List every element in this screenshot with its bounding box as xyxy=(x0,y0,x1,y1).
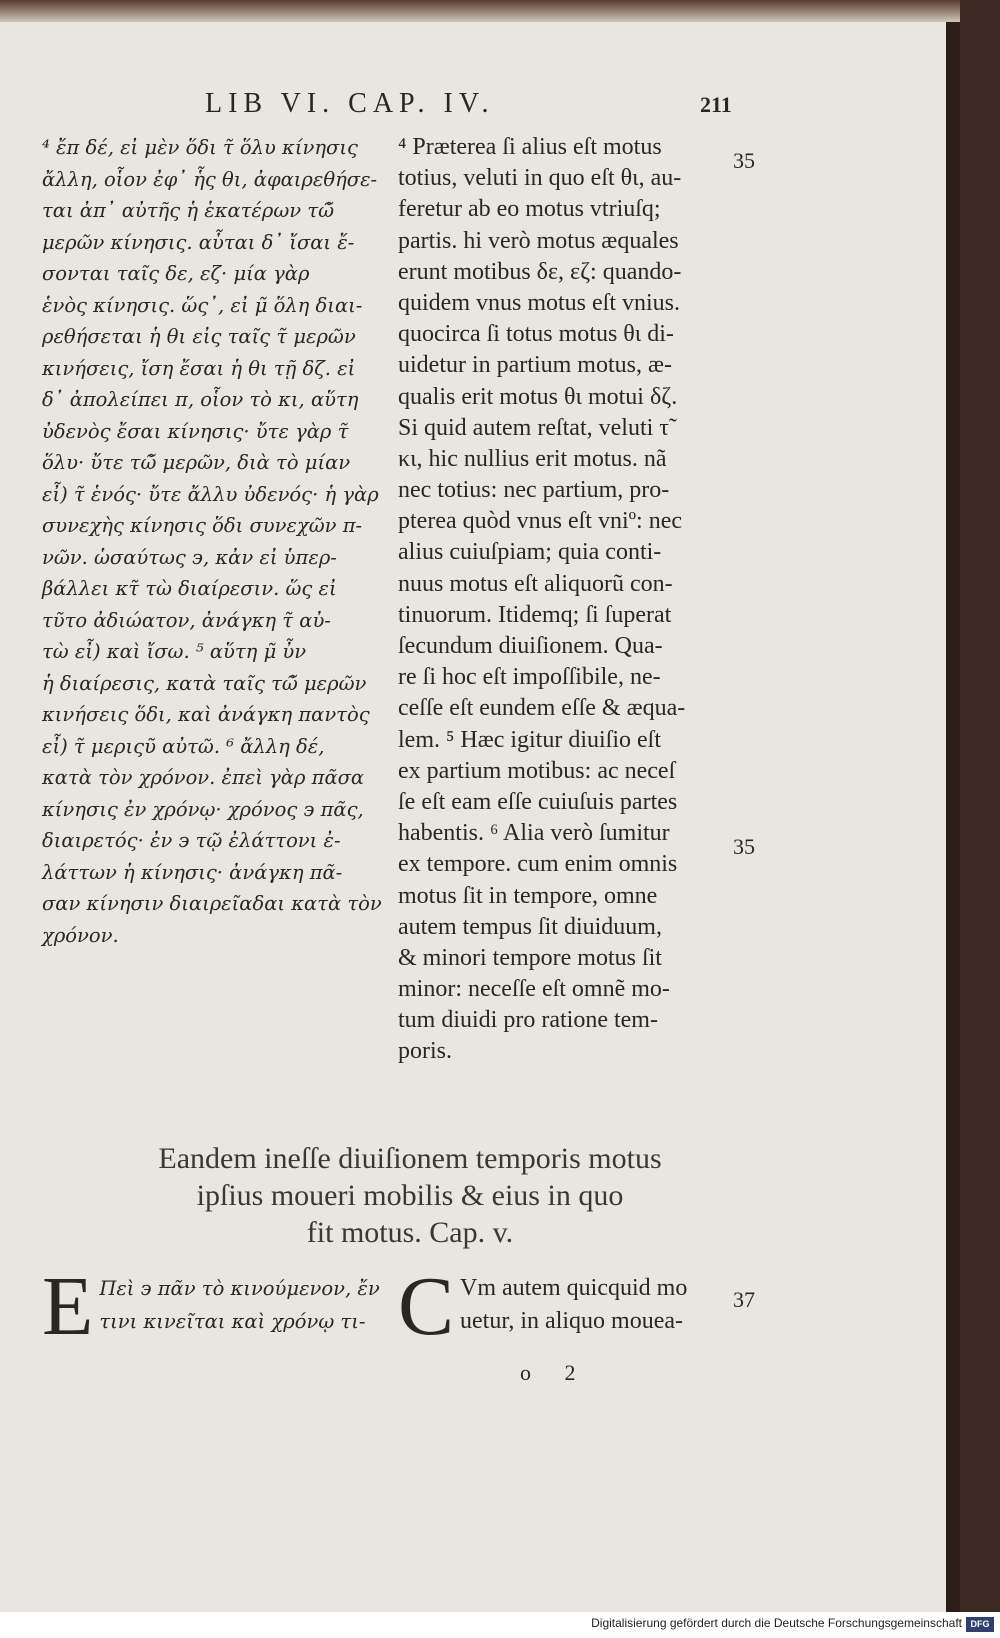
drop-initial: C xyxy=(398,1260,455,1353)
chapter-heading-line: ipſius moueri mobilis & eius in quo xyxy=(196,1179,624,1212)
greek-text-column xyxy=(42,132,382,951)
text-line: τὼ εἶ) καὶ ἴσω. ⁵ αὕτη μ̃ ὖν xyxy=(42,640,307,663)
text-line: κινήσεις, ἴση ἔσαι ἡ θι τῇ δζ. εἰ xyxy=(42,356,356,380)
text-line: ſecundum diuiſionem. Qua- xyxy=(398,633,663,659)
chapter-heading xyxy=(60,1140,760,1251)
chapter-heading-line: Eandem ineſſe diuiſionem temporis motus xyxy=(158,1142,662,1175)
chapter-heading-line: fit motus. Cap. v. xyxy=(306,1216,514,1249)
text-line: μερῶν κίνησις. αὗται δ᾽ ἴσαι ἔ- xyxy=(42,230,355,254)
text-line: nec totius: nec partium, pro- xyxy=(398,477,670,504)
folio-number: 211 xyxy=(700,92,732,117)
text-line: ἑνὸς κίνησις. ὥς᾽, εἰ μ̃ ὅλη διαι- xyxy=(42,293,363,317)
text-line: uidetur in partium motus, æ- xyxy=(398,352,672,379)
text-line: χρόνον. xyxy=(42,923,119,947)
text-line: quocirca ſi totus motus θι di- xyxy=(398,321,674,348)
text-line: ⁴ ἔπ δέ, εἰ μὲν ὅδι τ̃ ὅλυ κίνησις xyxy=(42,136,358,159)
page-header xyxy=(0,88,940,128)
text-line: κι, hic nullius erit motus. nã xyxy=(398,445,667,472)
text-line: ex tempore. cum enim omnis xyxy=(398,851,678,878)
text-line: λάττων ἡ κίνησις· ἀνάγκη πᾶ- xyxy=(42,860,343,884)
running-head: LIB VI. CAP. IV. xyxy=(205,88,495,119)
footer-credit: Digitalisierung gefördert durch die Deutsche Forschungsgemeinschaft xyxy=(591,1616,962,1630)
text-line: εἶ) τ̃ ἑνός· ὔτε ἄλλυ ὐδενός· ἡ γὰρ xyxy=(42,482,379,506)
greek-start-line: Πεὶ ϶ πᾶν τὸ κινούμενον, ἔν xyxy=(99,1277,380,1300)
greek-chapter-start xyxy=(42,1260,382,1353)
text-line: συνεχὴς κίνησις ὅδι συνεχῶν π- xyxy=(42,514,363,537)
text-line: ceſſe eſt eundem eſſe & æqua- xyxy=(398,695,686,722)
text-line: & minori tempore motus ſit xyxy=(398,944,662,971)
text-line: ρεθήσεται ἡ θι εἰς ταῖς τ̃ μερῶν xyxy=(42,325,356,348)
text-line: νῶν. ὡσαύτως ϶, κἀν εἰ ὑπερ- xyxy=(42,545,337,569)
text-line: poris. xyxy=(398,1038,452,1065)
dfg-logo: DFG xyxy=(966,1617,994,1632)
text-line: totius, veluti in quo eſt θι, au- xyxy=(398,165,682,192)
text-line: κατὰ τὸν χρόνον. ἐπεὶ γὰρ πᾶσα xyxy=(42,766,365,789)
text-line: διαιρετός· ἐν ϶ τῷ ἐλάττονι ἐ- xyxy=(42,829,341,852)
text-line: ⁴ Præterea ſi alius eſt motus xyxy=(398,134,662,160)
footer-bar xyxy=(0,1612,1000,1638)
text-line: ex partium motibus: ac neceſ xyxy=(398,757,676,784)
text-line: lem. ⁵ Hæc igitur diuiſio eſt xyxy=(398,726,662,753)
margin-number: 35 xyxy=(733,148,755,173)
text-line: κίνησις ἐν χρόνῳ· χρόνος ϶ πᾶς, xyxy=(42,797,364,821)
text-line: tum diuidi pro ratione tem- xyxy=(398,1007,658,1034)
text-line: σονται ταῖς δε, εζ· μία γὰρ xyxy=(42,262,310,285)
text-line: motus ſit in tempore, omne xyxy=(398,882,658,909)
signature-mark: o 2 xyxy=(520,1360,590,1385)
text-line: δ᾽ ἀπολείπει π, οἷον τὸ κι, αὕτη xyxy=(42,388,359,411)
greek-start-line: τινι κινεῖται καὶ χρόνῳ τι- xyxy=(99,1310,366,1333)
text-line: autem tempus ſit diuiduum, xyxy=(398,913,662,940)
text-line: erunt motibus δε, εζ: quando- xyxy=(398,258,682,285)
text-line: quidem vnus motus eſt vnius. xyxy=(398,289,680,316)
text-line: nuus motus eſt aliquorũ con- xyxy=(398,570,673,597)
text-line: ὅλυ· ὔτε τῶ̃ μερῶν, διὰ τὸ μίαν xyxy=(42,451,351,474)
text-line: εἶ) τ̃ μεριςῦ αὐτῶ. ⁶ ἄλλη δέ, xyxy=(42,734,325,758)
text-line: alius cuiuſpiam; quia conti- xyxy=(398,539,662,566)
page-edge xyxy=(0,0,960,22)
text-line: qualis erit motus θι motui δζ. xyxy=(398,383,678,410)
text-line: Si quid autem reſtat, veluti τ̃ xyxy=(398,414,669,441)
text-line: ὐδενὸς ἔσαι κίνησις· ὔτε γὰρ τ̃ xyxy=(42,419,349,443)
text-line: habentis. ⁶ Alia verò ſumitur xyxy=(398,820,670,847)
text-line: τῦτο ἀδιώατον, ἀνάγκη τ̃ αὐ- xyxy=(42,608,331,632)
text-line: partis. hi verò motus æquales xyxy=(398,227,679,254)
text-line: ἄλλη, οἷον ἐφ᾽ ἧς θι, ἀφαιρεθήσε- xyxy=(42,167,378,191)
text-line: pterea quòd vnus eſt vniº: nec xyxy=(398,508,683,535)
text-line: tinuorum. Itidemq; ſi ſuperat xyxy=(398,601,672,628)
text-line: σαν κίνησιν διαιρεῖαδαι κατὰ τὸν xyxy=(42,892,382,915)
text-line: minor: neceſſe eſt omnẽ mo- xyxy=(398,976,670,1003)
text-line: feretur ab eo motus vtriuſq; xyxy=(398,196,661,223)
text-line: ἡ διαίρεσις, κατὰ ταῖς τῶ̃ μερῶν xyxy=(42,671,367,695)
text-line: κινήσεις ὅδι, καὶ ἀνάγκη παντὸς xyxy=(42,703,370,726)
text-line: ται ἀπ᾽ αὐτῆς ἡ ἑκατέρων τῶ̃ xyxy=(42,199,335,222)
drop-initial: E xyxy=(42,1260,94,1353)
latin-start-line: uetur, in aliquo mouea- xyxy=(460,1308,684,1334)
text-line: ſe eſt eam eſſe cuiuſuis partes xyxy=(398,788,678,815)
text-line: re ſi hoc eſt impoſſibile, ne- xyxy=(398,664,661,691)
margin-number: 35 xyxy=(733,834,755,859)
margin-number: 37 xyxy=(733,1287,755,1312)
latin-text-column xyxy=(398,132,730,1068)
latin-chapter-start xyxy=(398,1260,738,1353)
text-line: βάλλει κτ̃ τὼ διαίρεσιν. ὥς εἰ xyxy=(42,577,337,600)
latin-start-line: Vm autem quicquid mo xyxy=(460,1275,688,1301)
